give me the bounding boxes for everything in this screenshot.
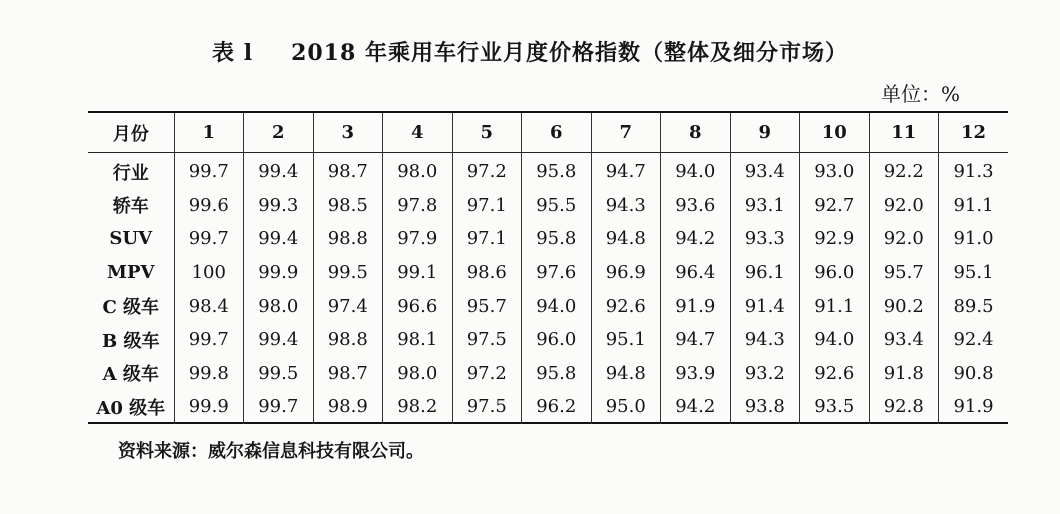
- table-cell: 95.5: [522, 189, 592, 223]
- table-cell: 99.1: [383, 256, 453, 290]
- table-cell: 99.7: [174, 222, 244, 256]
- table-cell: 99.7: [174, 323, 244, 357]
- row-label: A 级车: [102, 364, 159, 386]
- table-cell: 94.0: [661, 152, 731, 189]
- table-cell: 95.1: [939, 256, 1009, 290]
- table-cell: 95.1: [591, 323, 661, 357]
- header-cell: 6: [522, 113, 592, 152]
- table-cell: 94.2: [661, 390, 731, 424]
- table-cell: 95.8: [522, 222, 592, 256]
- table-cell: 99.5: [244, 357, 314, 391]
- table-cell: 92.9: [800, 222, 870, 256]
- header-cell: 2: [244, 113, 314, 152]
- table-cell: 94.8: [591, 357, 661, 391]
- table-body: [88, 152, 1008, 424]
- table-cell: 91.1: [800, 289, 870, 323]
- table-cell: 90.8: [939, 357, 1009, 391]
- table-cell: 93.9: [661, 357, 731, 391]
- table-cell: 95.8: [522, 357, 592, 391]
- table-cell: 92.4: [939, 323, 1009, 357]
- table-cell: 92.0: [869, 222, 939, 256]
- table-cell: 93.8: [730, 390, 800, 424]
- table-cell: 97.1: [452, 189, 522, 223]
- table-cell: 99.6: [174, 189, 244, 223]
- row-label: 轿车: [112, 196, 149, 218]
- table-cell: 93.4: [869, 323, 939, 357]
- table-row: [88, 289, 1008, 323]
- table-cell: 98.8: [313, 222, 383, 256]
- table-title-text: 2018 年乘用车行业月度价格指数（整体及细分市场）: [291, 40, 848, 66]
- header-cell: 8: [661, 113, 731, 152]
- table-cell: 92.0: [869, 189, 939, 223]
- table-cell: 89.5: [939, 289, 1009, 323]
- header-cell-month: 月份: [112, 123, 149, 145]
- table-cell: 91.1: [939, 189, 1009, 223]
- table-cell: 94.0: [522, 289, 592, 323]
- table-cell: 96.1: [730, 256, 800, 290]
- table-cell: 100: [174, 256, 244, 290]
- table-cell: 98.7: [313, 152, 383, 189]
- table-cell: 91.9: [939, 390, 1009, 424]
- header-cell: 11: [869, 113, 939, 152]
- table-cell: 92.6: [800, 357, 870, 391]
- table-cell: 99.8: [174, 357, 244, 391]
- header-cell: 4: [383, 113, 453, 152]
- table-cell: 93.0: [800, 152, 870, 189]
- table-row: [88, 222, 1008, 256]
- table-cell: 99.5: [313, 256, 383, 290]
- table-cell: 93.3: [730, 222, 800, 256]
- table-row: [88, 323, 1008, 357]
- table-cell: 91.3: [939, 152, 1009, 189]
- table-cell: 91.4: [730, 289, 800, 323]
- row-label: SUV: [109, 228, 153, 250]
- table-number: 表 l: [212, 40, 254, 66]
- table-cell: 95.0: [591, 390, 661, 424]
- table-cell: 98.4: [174, 289, 244, 323]
- table-cell: 96.2: [522, 390, 592, 424]
- table-cell: 94.7: [661, 323, 731, 357]
- table-row: [88, 357, 1008, 391]
- table-cell: 91.0: [939, 222, 1009, 256]
- price-index-table: [88, 113, 1008, 424]
- table-row: [88, 390, 1008, 424]
- header-row: [88, 113, 1008, 152]
- table-cell: 96.0: [522, 323, 592, 357]
- unit-label: 单位：%: [880, 82, 960, 106]
- table-cell: 99.9: [244, 256, 314, 290]
- table-cell: 94.3: [591, 189, 661, 223]
- table-cell: 98.8: [313, 323, 383, 357]
- row-label: A0 级车: [96, 397, 166, 419]
- table-row: [88, 152, 1008, 189]
- table-cell: 97.2: [452, 152, 522, 189]
- table-cell: 94.7: [591, 152, 661, 189]
- table-cell: 96.9: [591, 256, 661, 290]
- row-label: 行业: [112, 162, 149, 184]
- table-cell: 92.8: [869, 390, 939, 424]
- row-label: C 级车: [102, 297, 160, 319]
- table-cell: 94.8: [591, 222, 661, 256]
- table-cell: 93.4: [730, 152, 800, 189]
- table-cell: 99.4: [244, 323, 314, 357]
- header-cell: 10: [800, 113, 870, 152]
- table-cell: 96.0: [800, 256, 870, 290]
- table-cell: 98.1: [383, 323, 453, 357]
- table-cell: 98.0: [244, 289, 314, 323]
- row-label: MPV: [107, 262, 155, 284]
- table-cell: 94.2: [661, 222, 731, 256]
- table-cell: 98.9: [313, 390, 383, 424]
- table-cell: 97.9: [383, 222, 453, 256]
- table-cell: 95.7: [869, 256, 939, 290]
- table-cell: 92.6: [591, 289, 661, 323]
- table-cell: 98.0: [383, 152, 453, 189]
- table-cell: 99.7: [244, 390, 314, 424]
- table-cell: 94.0: [800, 323, 870, 357]
- table-cell: 94.3: [730, 323, 800, 357]
- source-note: 资料来源：威尔森信息科技有限公司。: [118, 441, 424, 462]
- header-cell: 12: [939, 113, 1009, 152]
- table-cell: 97.2: [452, 357, 522, 391]
- table-row: [88, 189, 1008, 223]
- table-cell: 91.9: [661, 289, 731, 323]
- header-cell: 9: [730, 113, 800, 152]
- table-cell: 92.7: [800, 189, 870, 223]
- table-cell: 99.9: [174, 390, 244, 424]
- table-title: [0, 36, 1060, 67]
- table-cell: 97.8: [383, 189, 453, 223]
- table-cell: 97.5: [452, 323, 522, 357]
- row-label: B 级车: [102, 330, 160, 352]
- table-cell: 96.6: [383, 289, 453, 323]
- table-cell: 98.7: [313, 357, 383, 391]
- table-cell: 95.7: [452, 289, 522, 323]
- table-cell: 99.4: [244, 152, 314, 189]
- table-cell: 99.7: [174, 152, 244, 189]
- table-cell: 91.8: [869, 357, 939, 391]
- header-cell: 7: [591, 113, 661, 152]
- table-cell: 93.1: [730, 189, 800, 223]
- table-cell: 97.4: [313, 289, 383, 323]
- header-cell: 3: [313, 113, 383, 152]
- table-cell: 97.1: [452, 222, 522, 256]
- table-cell: 98.6: [452, 256, 522, 290]
- table-cell: 92.2: [869, 152, 939, 189]
- table-cell: 99.3: [244, 189, 314, 223]
- table-cell: 93.6: [661, 189, 731, 223]
- table-cell: 93.2: [730, 357, 800, 391]
- table-cell: 99.4: [244, 222, 314, 256]
- table-cell: 97.6: [522, 256, 592, 290]
- table-cell: 95.8: [522, 152, 592, 189]
- table-cell: 98.5: [313, 189, 383, 223]
- table-cell: 93.5: [800, 390, 870, 424]
- table-row: [88, 256, 1008, 290]
- table-header: [88, 113, 1008, 152]
- header-cell: 1: [174, 113, 244, 152]
- table-cell: 90.2: [869, 289, 939, 323]
- table-cell: 97.5: [452, 390, 522, 424]
- table-cell: 98.2: [383, 390, 453, 424]
- table-cell: 98.0: [383, 357, 453, 391]
- table-cell: 96.4: [661, 256, 731, 290]
- header-cell: 5: [452, 113, 522, 152]
